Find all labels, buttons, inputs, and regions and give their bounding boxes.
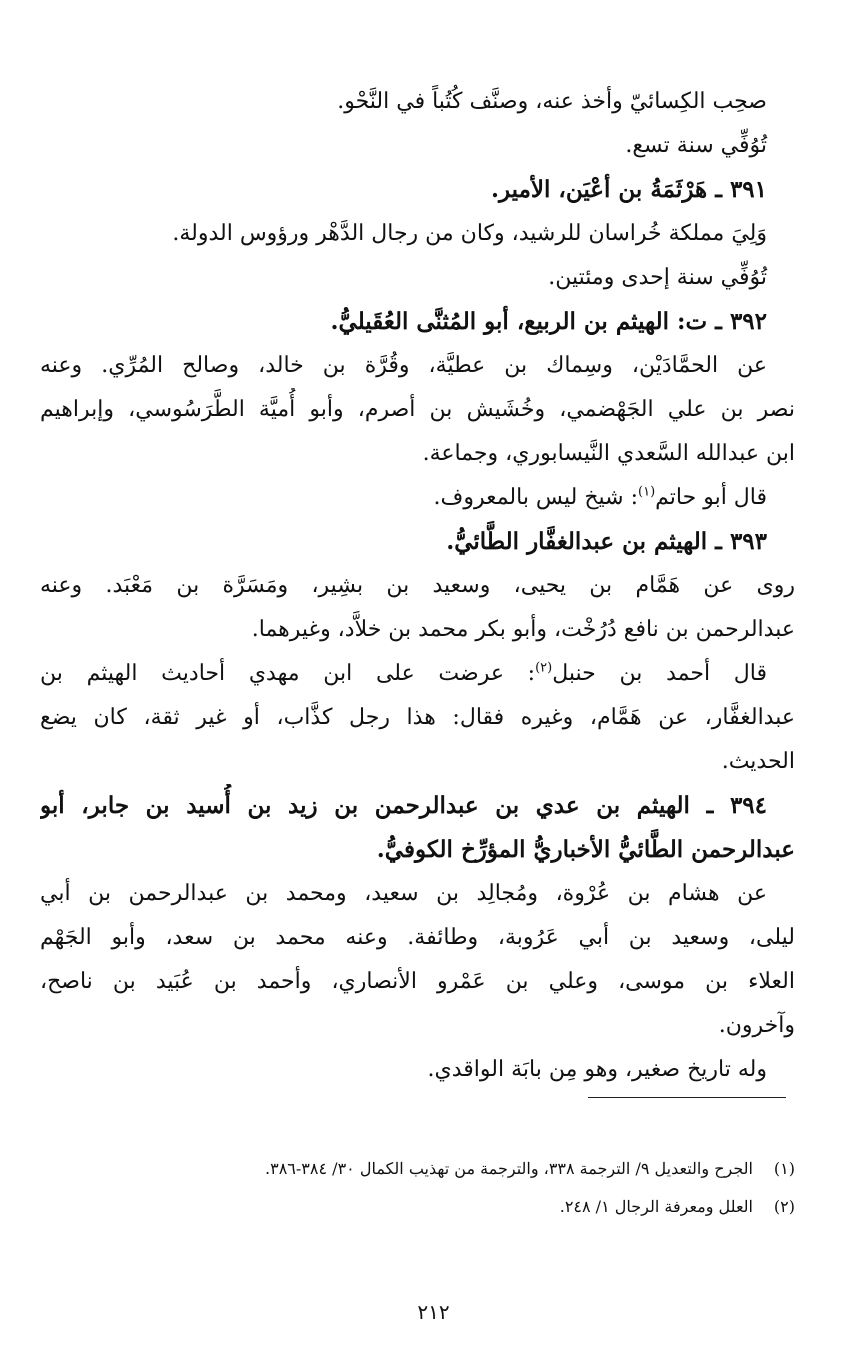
entry-heading-394: ٣٩٤ ـ الهيثم بن عدي بن عبدالرحمن بن زيد بن أُسيد بن جابر، أبو [40,792,767,819]
text-line [40,652,795,696]
text-line: روى عن هَمَّام بن يحيى، وسعيد بن بشِير، ومَسَرَّة بن مَعْبَد. وعنه [40,573,795,598]
text-line [40,476,795,520]
footnote-1 [40,1150,795,1188]
text-line: ليلى، وسعيد بن أبي عَرُوبة، وطائفة. وعنه محمد بن سعد، وأبو الجَهْم [40,925,795,950]
footnotes [40,1150,795,1226]
footnote-marker: (٢) [773,1197,795,1216]
text-line: تُوُفِّي سنة تسع. [625,133,767,158]
page-body [40,80,795,1092]
text-line: الحديث. [721,749,795,774]
page-number: ٢١٢ [417,1300,450,1324]
text-line: عبدالغفَّار، عن هَمَّام، وغيره فقال: هذا رجل كذَّاب، أو غير ثقة، كان يضع [40,705,795,730]
text-line: عن هشام بن عُرْوة، ومُجالِد بن سعيد، ومحمد بن عبدالرحمن بن أبي [40,881,767,906]
entry-heading-393: ٣٩٣ ـ الهيثم بن عبدالغفَّار الطَّائيُّ. [446,528,767,555]
footnote-ref-1[interactable]: (١) [638,484,656,500]
footnote-2 [40,1188,795,1226]
entry-heading-394-cont: عبدالرحمن الطَّائيُّ الأخباريُّ المؤرِّخ الكوفيُّ. [376,836,795,863]
text-line: ابن عبدالله السَّعدي النَّيسابوري، وجماعة. [422,441,795,466]
text-line: وله تاريخ صغير، وهو مِن بابَة الواقدي. [427,1057,767,1082]
quote-text: : عرضت على ابن مهدي أحاديث الهيثم بن [40,661,536,686]
text-line: صحِب الكِسائيّ وأخذ عنه، وصنَّف كُتُباً في النَّحْو. [337,89,767,114]
text-line: عبدالرحمن بن نافع دُرُخْت، وأبو بكر محمد بن خلاَّد، وغيرهما. [251,617,795,642]
footnote-ref-2[interactable]: (٢) [535,660,553,676]
quote-intro: قال أحمد بن حنبل [552,661,767,686]
text-line: العلاء بن موسى، وعلي بن عَمْرو الأنصاري، وأحمد بن عُبَيد بن ناصح، [40,969,795,994]
quote-intro: قال أبو حاتم [655,485,767,510]
text-line: عن الحمَّادَيْن، وسِماك بن عطيَّة، وقُرَّة بن خالد، وصالح المُرِّي. وعنه [40,353,767,378]
footnote-divider [588,1097,786,1098]
text-line: تُوُفِّي سنة إحدى ومئتين. [548,265,767,290]
text-line: نصر بن علي الجَهْضمي، وخُشَيش بن أصرم، وأبو أُميَّة الطَّرَسُوسي، وإبراهيم [40,397,795,422]
text-line: وَلِيَ مملكة خُراسان للرشيد، وكان من رجال الدَّهْر ورؤوس الدولة. [172,221,767,246]
footnote-text: الجرح والتعديل ٩/ الترجمة ٣٣٨، والترجمة من تهذيب الكمال ٣٠/ ٣٨٤-٣٨٦. [265,1159,753,1178]
footnote-text: العلل ومعرفة الرجال ١/ ٢٤٨. [559,1197,753,1216]
entry-heading-391: ٣٩١ ـ هَرْثَمَةُ بن أعْيَن، الأمير. [490,176,767,203]
entry-heading-392: ٣٩٢ ـ ت: الهيثم بن الربيع، أبو المُثنَّى العُقَيليُّ. [330,308,767,335]
quote-text: : شيخ ليس بالمعروف. [433,485,638,510]
footnote-marker: (١) [773,1159,795,1178]
text-line: وآخرون. [718,1013,795,1038]
